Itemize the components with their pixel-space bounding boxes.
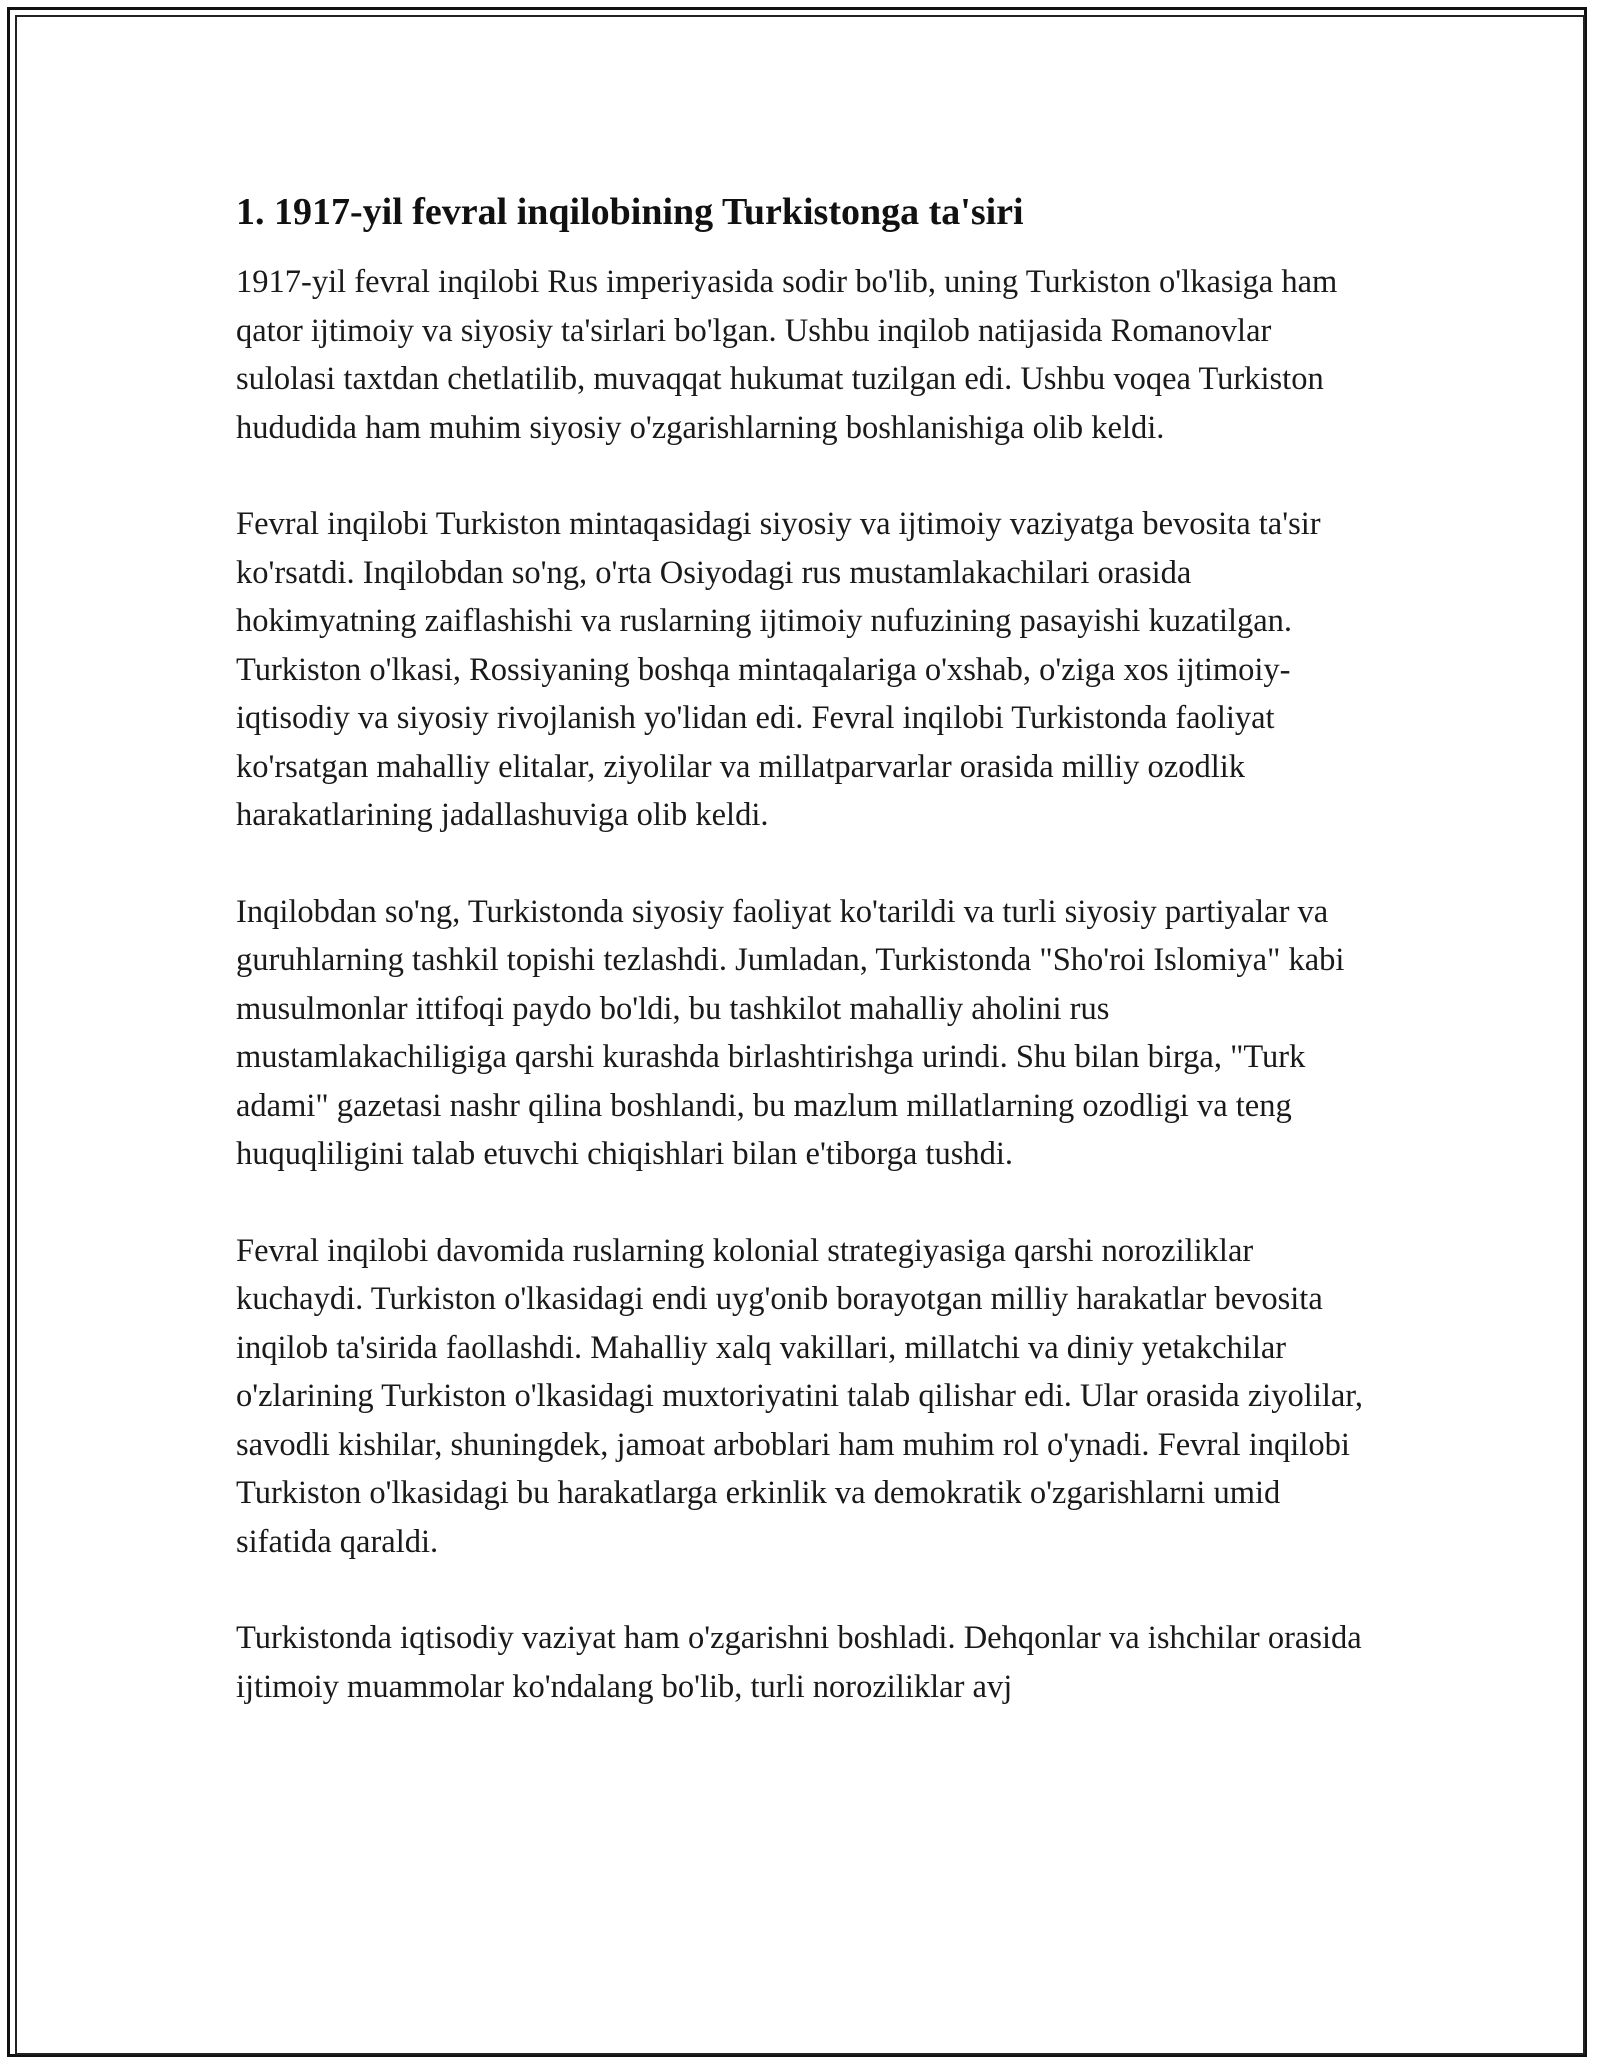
document-body	[236, 186, 1376, 1759]
paragraph-1: 1917-yil fevral inqilobi Rus imperiyasida sodir bo'lib, uning Turkiston o'lkasiga ham qator ijtimoiy va siyosiy ta'sirlari bo'lgan. Ushbu inqilob natijasida Romanovlar sulolasi taxtdan chetlatilib, muvaqqat hukumat tuzilgan edi. Ushbu voqea Turkiston hududida ham muhim siyosiy o'zgarishlarning boshlanishiga olib keldi.	[236, 264, 1338, 446]
paragraph-5: Turkistonda iqtisodiy vaziyat ham o'zgarishni boshladi. Dehqonlar va ishchilar orasida ijtimoiy muammolar ko'ndalang bo'lib, turli noroziliklar avj	[236, 1620, 1362, 1705]
paragraph-4: Fevral inqilobi davomida ruslarning kolonial strategiyasiga qarshi noroziliklar kuchaydi. Turkiston o'lkasidagi endi uyg'onib borayotgan milliy harakatlar bevosita inqilob ta'sirida faollashdi. Mahalliy xalq vakillari, millatchi va diniy yetakchilar o'zlarining Turkiston o'lkasidagi muxtoriyatini talab qilishar edi. Ular orasida ziyolilar, savodli kishilar, shuningdek, jamoat arboblari ham muhim rol o'ynadi. Fevral inqilobi Turkiston o'lkasidagi bu harakatlarga erkinlik va demokratik o'zgarishlarni umid sifatida qaraldi.	[236, 1232, 1363, 1560]
paragraph-2: Fevral inqilobi Turkiston mintaqasidagi siyosiy va ijtimoiy vaziyatga bevosita ta'sir ko'rsatdi. Inqilobdan so'ng, o'rta Osiyodagi rus mustamlakachilari orasida hokimyatning zaiflashishi va ruslarning ijtimoiy nufuzining pasayishi kuzatilgan. Turkiston o'lkasi, Rossiyaning boshqa mintaqalariga o'xshab, o'ziga xos ijtimoiy-iqtisodiy va siyosiy rivojlanish yo'lidan edi. Fevral inqilobi Turkistonda faoliyat ko'rsatgan mahalliy elitalar, ziyolilar va millatparvarlar orasida milliy ozodlik harakatlarining jadallashuviga olib keldi.	[236, 506, 1321, 833]
paragraph-3: Inqilobdan so'ng, Turkistonda siyosiy faoliyat ko'tarildi va turli siyosiy partiyalar va guruhlarning tashkil topishi tezlashdi. Jumladan, Turkistonda "Sho'roi Islomiya" kabi musulmonlar ittifoqi paydo bo'ldi, bu tashkilot mahalliy aholini rus mustamlakachiligiga qarshi kurashda birlashtirishga urindi. Shu bilan birga, "Turk adami" gazetasi nashr qilina boshlandi, bu mazlum millatlarning ozodligi va teng huquqliligini talab etuvchi chiqishlari bilan e'tiborga tushdi.	[236, 893, 1345, 1172]
section-heading: 1. 1917-yil fevral inqilobining Turkistonga ta'siri	[236, 191, 1024, 233]
